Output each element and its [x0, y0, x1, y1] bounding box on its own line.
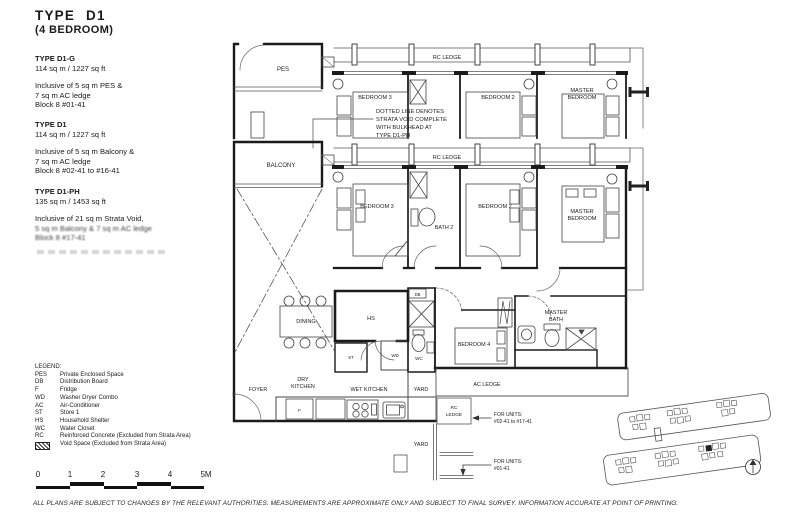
room-label-wet-kitchen: WET KITCHEN — [350, 387, 388, 393]
note-line: STRATA VOID COMPLETE — [376, 117, 447, 123]
legend-row: HS Household Shelter — [35, 417, 110, 424]
upper-partial-plan — [234, 44, 649, 138]
room-label-dry-kitchen: DRY — [297, 377, 309, 383]
wall-break-icon — [629, 181, 650, 191]
unit-type-line: Block 8 #17-41 — [35, 233, 86, 243]
strata-void-lines — [235, 189, 334, 352]
fixture-label-fridge: F — [298, 408, 301, 413]
legend-row: WD Washer Dryer Combo — [35, 394, 118, 401]
note-line: WITH BULKHEAD AT — [376, 125, 432, 131]
note-line: TYPE D1-PH — [376, 133, 411, 139]
scale-tick: 1 — [67, 470, 73, 479]
room-label-master-bedroom: BEDROOM — [567, 216, 597, 222]
unit-type-line: 7 sq m AC ledge — [35, 156, 91, 166]
unit-type-area: 135 sq m / 1453 sq ft — [35, 196, 106, 206]
room-label-bedroom4: BEDROOM 4 — [457, 342, 491, 348]
legend-row: RC Reinforced Concrete (Excluded from Strata Area) — [35, 433, 191, 440]
room-label-st: ST — [348, 355, 354, 360]
for-units-upper: FOR UNITS: — [494, 412, 523, 418]
room-label-wd: WD — [391, 353, 399, 358]
page-subtitle: (4 BEDROOM) — [35, 24, 114, 36]
room-label-rc-ledge-box: LEDGE — [445, 413, 463, 418]
unit-type-line: Block 8 #01-41 — [35, 100, 86, 110]
unit-type-line: Inclusive of 5 sq m PES & — [35, 81, 123, 91]
unit-type-line: Block 8 #02-41 to #16-41 — [35, 166, 120, 176]
for-units-lower: #01-41 — [494, 466, 510, 472]
room-label-dry-kitchen: KITCHEN — [291, 384, 315, 390]
room-label-rc-ledge: RC LEDGE — [432, 55, 462, 61]
unit-type-line: Inclusive of 5 sq m Balcony & — [35, 147, 135, 157]
room-label-master-bedroom: BEDROOM — [567, 95, 597, 101]
unit-type-name: TYPE D1 — [35, 120, 67, 129]
room-label-pes: PES — [276, 67, 290, 73]
legend-title: LEGEND: — [35, 364, 62, 370]
legend-row: ST Store 1 — [35, 410, 80, 417]
legend-row: PES Private Enclosed Space — [35, 371, 124, 378]
room-label-wc: WC — [415, 356, 423, 361]
room-label-master-bedroom: MASTER — [570, 88, 594, 94]
scale-tick: 4 — [167, 470, 173, 479]
unit-type-line: 7 sq m AC ledge — [35, 90, 91, 100]
unit-type-area: 114 sq m / 1227 sq ft — [35, 129, 106, 139]
strata-void-note — [313, 109, 447, 148]
unit-type-name: TYPE D1-PH — [35, 187, 80, 196]
for-units-upper: #02-41 to #17-41 — [494, 419, 533, 425]
room-label-yard: YARD — [413, 387, 429, 393]
main-plan — [234, 142, 649, 480]
legend-row: DB Distribution Board — [35, 379, 108, 386]
unit-type-area: 114 sq m / 1227 sq ft — [35, 63, 106, 73]
ground-floor-yard — [394, 424, 473, 480]
site-key-plan — [603, 393, 771, 486]
legend-row: F Fridge — [35, 387, 78, 394]
note-line: DOTTED LINE DENOTES — [376, 109, 444, 115]
unit-type-name: TYPE D1-G — [35, 54, 76, 63]
scale-tick: 2 — [100, 470, 106, 479]
room-label-bath2: BATH 2 — [434, 225, 454, 231]
room-label-db: DB — [414, 292, 421, 297]
disclaimer: ALL PLANS ARE SUBJECT TO CHANGES BY THE RELEVANT AUTHORITIES. MEASUREMENTS ARE APPROXIMATE ONLY AND SUBJECT TO FINAL SURVEY. INFORMATION ACCURATE AT POINT OF PRINTING. — [33, 500, 679, 507]
wall-break-icon — [629, 87, 650, 97]
room-label-bedroom2: BEDROOM 2 — [478, 204, 512, 210]
room-label-yard-gf: YARD — [413, 442, 429, 448]
room-label-hs: HS — [367, 316, 375, 322]
scale-tick: 3 — [134, 470, 140, 479]
room-label-balcony: BALCONY — [266, 163, 296, 169]
room-label-rc-ledge-box: RC — [450, 406, 458, 411]
scale-tick: 5M — [200, 470, 212, 479]
room-label-bedroom2: BEDROOM 2 — [481, 95, 515, 101]
scale-tick: 0 — [35, 470, 41, 479]
room-label-bedroom3: BEDROOM 3 — [360, 204, 394, 210]
room-label-master-bath: BATH — [549, 317, 563, 323]
unit-type-line: Inclusive of 21 sq m Strata Void, — [35, 214, 144, 224]
room-label-master-bath: MASTER — [544, 310, 568, 316]
north-arrow-icon — [746, 460, 761, 475]
highlighted-unit — [705, 445, 712, 452]
legend-row: AC Air-Conditioner — [35, 402, 101, 409]
for-units-lower: FOR UNITS: — [494, 459, 523, 465]
room-label-dining: DINING — [296, 319, 316, 325]
room-label-ac-ledge: AC LEDGE — [473, 382, 501, 388]
room-label-rc-ledge: RC LEDGE — [432, 155, 462, 161]
unit-type-line: 5 sq m Balcony & 7 sq m AC ledge — [35, 223, 152, 233]
legend-row: WC Water Closet — [35, 425, 95, 432]
room-label-bedroom3: BEDROOM 3 — [358, 95, 392, 101]
legend-row: Void Space (Excluded from Strata Area) — [35, 441, 191, 454]
page-title: TYPE D1 — [35, 8, 106, 23]
room-label-master-bedroom: MASTER — [570, 209, 594, 215]
room-label-foyer: FOYER — [248, 387, 268, 393]
